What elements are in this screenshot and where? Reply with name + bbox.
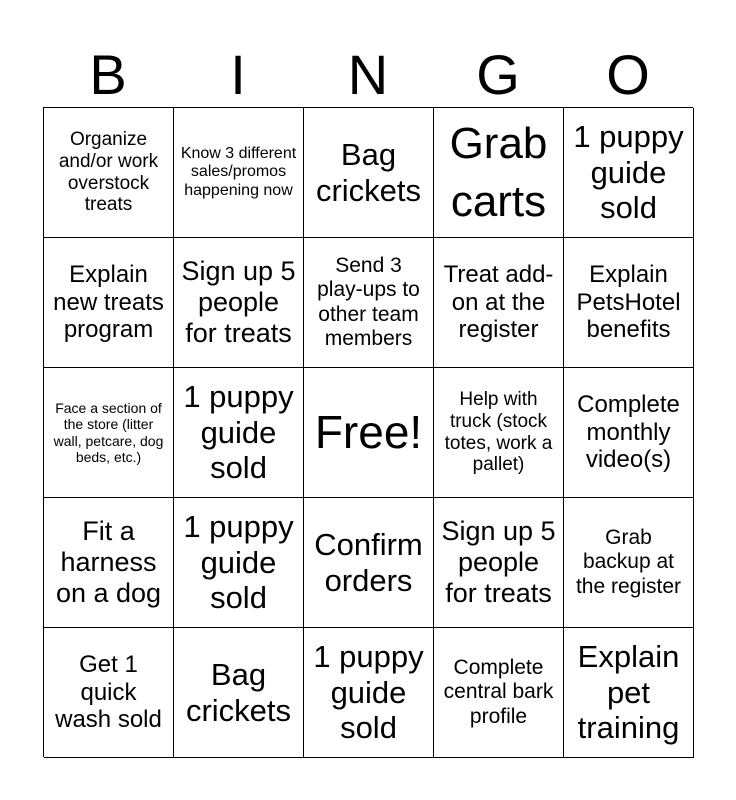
header-letter-n: N <box>347 43 389 106</box>
free-space-text: Free! <box>314 406 423 459</box>
cell-text: Know 3 different sales/promos happening now <box>180 144 297 199</box>
cell-text: 1 puppy guide sold <box>313 639 424 746</box>
bingo-cell[interactable] <box>564 628 694 758</box>
bingo-cell[interactable] <box>564 108 694 238</box>
bingo-cell[interactable] <box>434 628 564 758</box>
bingo-cell[interactable] <box>304 238 434 368</box>
cell-text: Bag crickets <box>185 656 292 728</box>
bingo-grid <box>43 107 693 757</box>
bingo-cell[interactable] <box>174 498 304 628</box>
header-letter-b: B <box>89 43 127 106</box>
bingo-cell[interactable] <box>434 368 564 498</box>
bingo-cell[interactable] <box>44 628 174 758</box>
cell-text: Fit a harness on a dog <box>55 515 162 609</box>
bingo-header <box>43 42 693 108</box>
cell-text: Grab carts <box>449 119 548 226</box>
header-letter-i: I <box>230 43 246 106</box>
bingo-cell[interactable] <box>174 368 304 498</box>
bingo-cell[interactable] <box>174 238 304 368</box>
cell-text: Sign up 5 people for treats <box>441 515 556 609</box>
cell-text: 1 puppy guide sold <box>183 509 294 616</box>
cell-text: Grab backup at the register <box>575 526 682 598</box>
cell-text: Explain new treats program <box>53 261 164 344</box>
cell-text: 1 puppy guide sold <box>183 379 294 486</box>
bingo-cell[interactable] <box>564 368 694 498</box>
bingo-cell-free[interactable] <box>304 368 434 498</box>
cell-text: Treat add-on at the register <box>443 261 554 344</box>
cell-text: Help with truck (stock totes, work a pallet) <box>444 388 553 476</box>
bingo-cell[interactable] <box>434 238 564 368</box>
cell-text: Get 1 quick wash sold <box>55 651 162 734</box>
bingo-cell[interactable] <box>434 498 564 628</box>
header-letter-o: O <box>606 43 650 106</box>
bingo-cell[interactable] <box>44 498 174 628</box>
cell-text: Bag crickets <box>315 136 422 208</box>
bingo-cell[interactable] <box>44 108 174 238</box>
bingo-cell[interactable] <box>564 238 694 368</box>
header-letter-g: G <box>476 43 520 106</box>
bingo-cell[interactable] <box>174 108 304 238</box>
bingo-cell[interactable] <box>44 238 174 368</box>
cell-text: Explain PetsHotel benefits <box>576 261 681 344</box>
bingo-cell[interactable] <box>304 498 434 628</box>
cell-text: Sign up 5 people for treats <box>181 255 296 349</box>
cell-text: Explain pet training <box>577 639 680 746</box>
bingo-cell[interactable] <box>304 628 434 758</box>
cell-text: Send 3 play-ups to other team members <box>317 254 420 350</box>
cell-text: Complete central bark profile <box>443 656 554 728</box>
bingo-cell[interactable] <box>174 628 304 758</box>
cell-text: Face a section of the store (litter wall, petcare, dog beds, etc.) <box>53 400 164 465</box>
cell-text: Complete monthly video(s) <box>577 391 680 474</box>
bingo-cell[interactable] <box>564 498 694 628</box>
bingo-cell[interactable] <box>304 108 434 238</box>
cell-text: Confirm orders <box>314 526 423 598</box>
cell-text: 1 puppy guide sold <box>573 119 684 226</box>
bingo-cell[interactable] <box>44 368 174 498</box>
cell-text: Organize and/or work overstock treats <box>58 128 159 216</box>
bingo-cell[interactable] <box>434 108 564 238</box>
